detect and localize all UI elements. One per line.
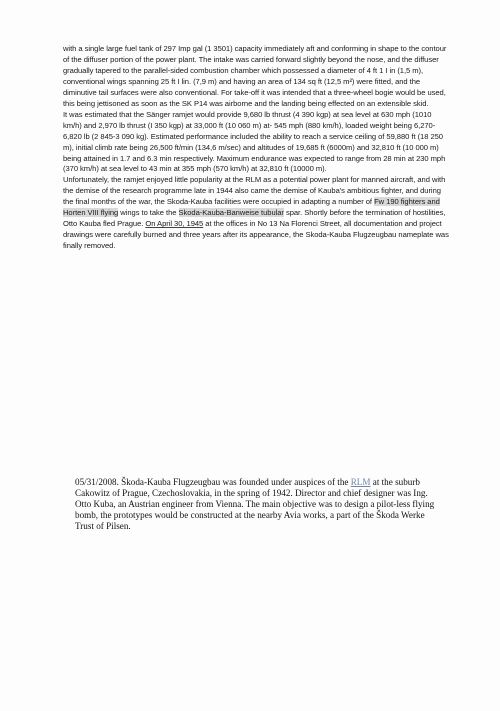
paragraph-fate [63, 175, 449, 252]
paragraph-fuel-tank: with a single large fuel tank of 297 Imp gal (1 3501) capacity immediately aft and conforming in shape to the contour of the diffuser portion of the power plant. The intake was carried forward slightly beyond the nose, and the diffuser gradually tapered to the parallel-sided combustion chamber which possessed a diameter of 4 ft 1 I in (1,5 m), conventional wings spanning 25 ft I lin. (7,9 m) and having an area of 134 sq ft (12,5 m²) were fitted, and the diminutive tail surfaces were also conventional. For take-off it was intended that a three-wheel bogie would be used, this being jettisoned as soon as the SK P14 was airborne and the landing being effected on an extensible skid. [63, 44, 447, 108]
dated-note-text-2: at the suburb Cakowitz of Prague, Czechoslovakia, in the spring of 1942. Director and chief designer was Ing. Otto Kuba, an Austrian engineer from Vienna. The main objective was to design a pilot-less flying bomb, the prototypes would be constructed at the nearby Avia works, a part of the Škoda Werke Trust of Pilsen. [75, 477, 435, 531]
dated-note-block [75, 477, 435, 532]
paragraph-fate-text-2: wings to take the [118, 208, 179, 218]
highlight-fw190-horten: Fw 190 fighters and Horten VIII flying [63, 197, 440, 218]
highlight-tubular-spar: Skoda-Kauba-Banweise tubular [178, 208, 284, 218]
paragraph-fate-text-4: at the offices in No 13 Na Florenci Street, all documentation and project drawings were carefully burned and three years after its appearance, the Skoda-Kauba Flugzeugbau nameplate was finally removed. [63, 219, 449, 251]
dated-note [75, 477, 435, 532]
underlined-date: On April 30, 1945 [145, 219, 204, 229]
paragraph-fate-text-1: Unfortunately, the ramjet enjoyed little popularity at the RLM as a potential power plant for manned aircraft, and with the demise of the research programme late in 1944 also came the demise of Kauba's ambitious fighter, and during the final months of the war, the Skoda-Kauba facilities were occupied in adapting a number of [63, 175, 446, 207]
rlm-link[interactable]: RLM [350, 477, 371, 487]
paragraph-fate-text-3: spar. Shortly before the termination of hostilities, Otto Kauba fled Prague. [63, 208, 446, 229]
paragraph-performance: It was estimated that the Sänger ramjet would provide 9,680 lb thrust (4 390 kgp) at sea level at 630 mph (1010 km/h) and 2,970 lb thrust (I 350 kgp) at 33,000 ft (10 060 m) at- 545 mph (880 km/h), loaded weight being 6,270-6,820 lb (2 845-3 090 kg). Estimated performance included the ability to reach a service ceiling of 59,880 ft (18 250 m), initial climb rate being 26,500 ft/min (134,6 m/sec) and altitudes of 19,685 ft (6000m) and 32,810 ft (10 000 m) being attained in 1.7 and 6.3 min respectively. Maximum endurance was expected to range from 28 min at 230 mph (370 km/h) at sea level to 43 min at 355 mph (570 km/h) at 32,810 ft (10000 m). [63, 109, 446, 174]
dated-note-text-1: 05/31/2008. Škoda-Kauba Flugzeugbau was founded under auspices of the [75, 477, 351, 487]
typed-text-block [63, 44, 449, 252]
